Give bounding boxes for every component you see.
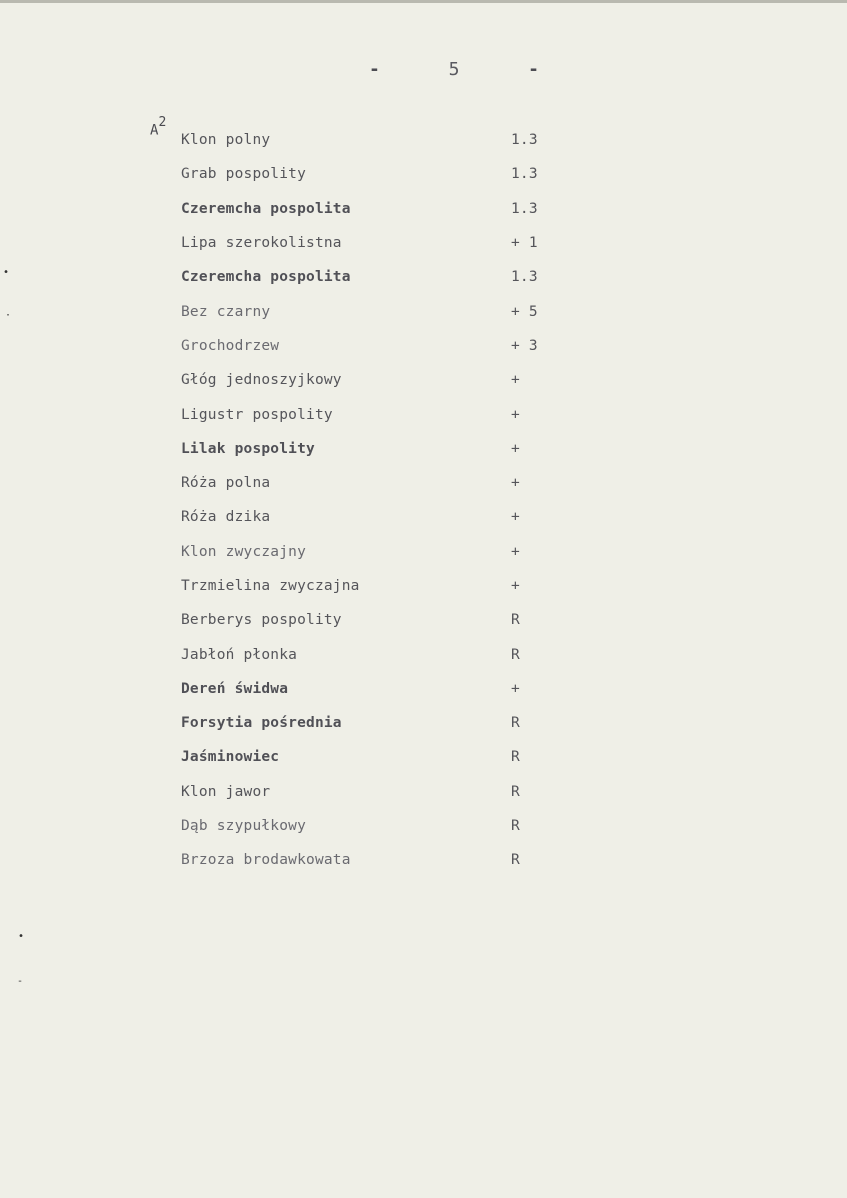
species-value: 1.3 — [511, 166, 538, 183]
species-value: R — [511, 783, 520, 800]
list-item — [181, 397, 551, 431]
species-value: R — [511, 612, 520, 629]
species-value: R — [511, 749, 520, 766]
species-name: Lilak pospolity — [181, 440, 315, 457]
species-value: + 5 — [511, 303, 538, 320]
species-value: + 1 — [511, 235, 538, 252]
species-name: Dereń świdwa — [181, 680, 289, 697]
species-name: Klon zwyczajny — [181, 543, 307, 560]
list-item — [181, 740, 551, 774]
list-item — [181, 329, 551, 363]
species-name: Róża polna — [181, 475, 271, 492]
species-value: + — [511, 440, 520, 457]
margin-speck: • — [3, 267, 10, 278]
species-value: R — [511, 646, 520, 663]
species-name: Głóg jednoszyjkowy — [181, 372, 342, 389]
species-name: Brzoza brodawkowata — [181, 852, 351, 869]
list-item — [181, 569, 551, 603]
species-list — [181, 123, 551, 878]
species-name: Klon polny — [181, 132, 271, 149]
species-value: R — [511, 852, 520, 869]
species-value: R — [511, 818, 520, 835]
species-name: Lipa szerokolistna — [181, 235, 342, 252]
species-value: 1.3 — [511, 200, 538, 217]
margin-speck: - — [17, 976, 24, 987]
species-name: Berberys pospolity — [181, 612, 342, 629]
section-letter: A — [150, 122, 159, 139]
list-item — [181, 294, 551, 328]
page-top-edge — [0, 0, 847, 3]
species-name: Trzmielina zwyczajna — [181, 578, 360, 594]
list-item — [181, 535, 551, 569]
species-name: Róża dzika — [181, 509, 271, 526]
species-name: Klon jawor — [181, 783, 271, 800]
list-item — [181, 500, 551, 534]
species-value: 1.3 — [511, 132, 538, 149]
species-name: Jabłoń płonka — [181, 646, 298, 663]
species-name: Forsytia pośrednia — [181, 715, 342, 732]
species-value: 1.3 — [511, 269, 538, 286]
page-number-dash-right: - — [528, 58, 539, 80]
list-item — [181, 226, 551, 260]
species-name: Bez czarny — [181, 303, 271, 320]
section-label — [150, 115, 167, 139]
species-name: Grochodrzew — [181, 337, 280, 354]
list-item — [181, 843, 551, 877]
margin-speck: · — [5, 310, 12, 321]
species-name: Grab pospolity — [181, 166, 307, 183]
list-item — [181, 123, 551, 157]
species-value: + — [511, 475, 520, 492]
species-value: + — [511, 578, 520, 594]
species-value: + — [511, 372, 520, 389]
list-item — [181, 809, 551, 843]
list-item — [181, 706, 551, 740]
list-item — [181, 603, 551, 637]
list-item — [181, 637, 551, 671]
list-item — [181, 260, 551, 294]
species-name: Czeremcha pospolita — [181, 200, 351, 217]
list-item — [181, 432, 551, 466]
species-name: Jaśminowiec — [181, 749, 280, 766]
page-number-header — [369, 55, 539, 83]
list-item — [181, 363, 551, 397]
page-number-dash-left: - — [369, 58, 380, 80]
species-value: + — [511, 543, 520, 560]
list-item — [181, 672, 551, 706]
species-name: Ligustr pospolity — [181, 406, 333, 423]
list-item — [181, 466, 551, 500]
page-number: 5 — [448, 58, 460, 80]
section-superscript: 2 — [158, 115, 167, 130]
list-item — [181, 157, 551, 191]
list-item — [181, 192, 551, 226]
margin-speck: • — [18, 931, 25, 942]
species-name: Czeremcha pospolita — [181, 269, 351, 286]
list-item — [181, 775, 551, 809]
species-name: Dąb szypułkowy — [181, 818, 307, 835]
species-value: + 3 — [511, 337, 538, 354]
species-value: + — [511, 406, 520, 423]
species-value: R — [511, 715, 520, 732]
species-value: + — [511, 680, 520, 697]
species-value: + — [511, 509, 520, 526]
